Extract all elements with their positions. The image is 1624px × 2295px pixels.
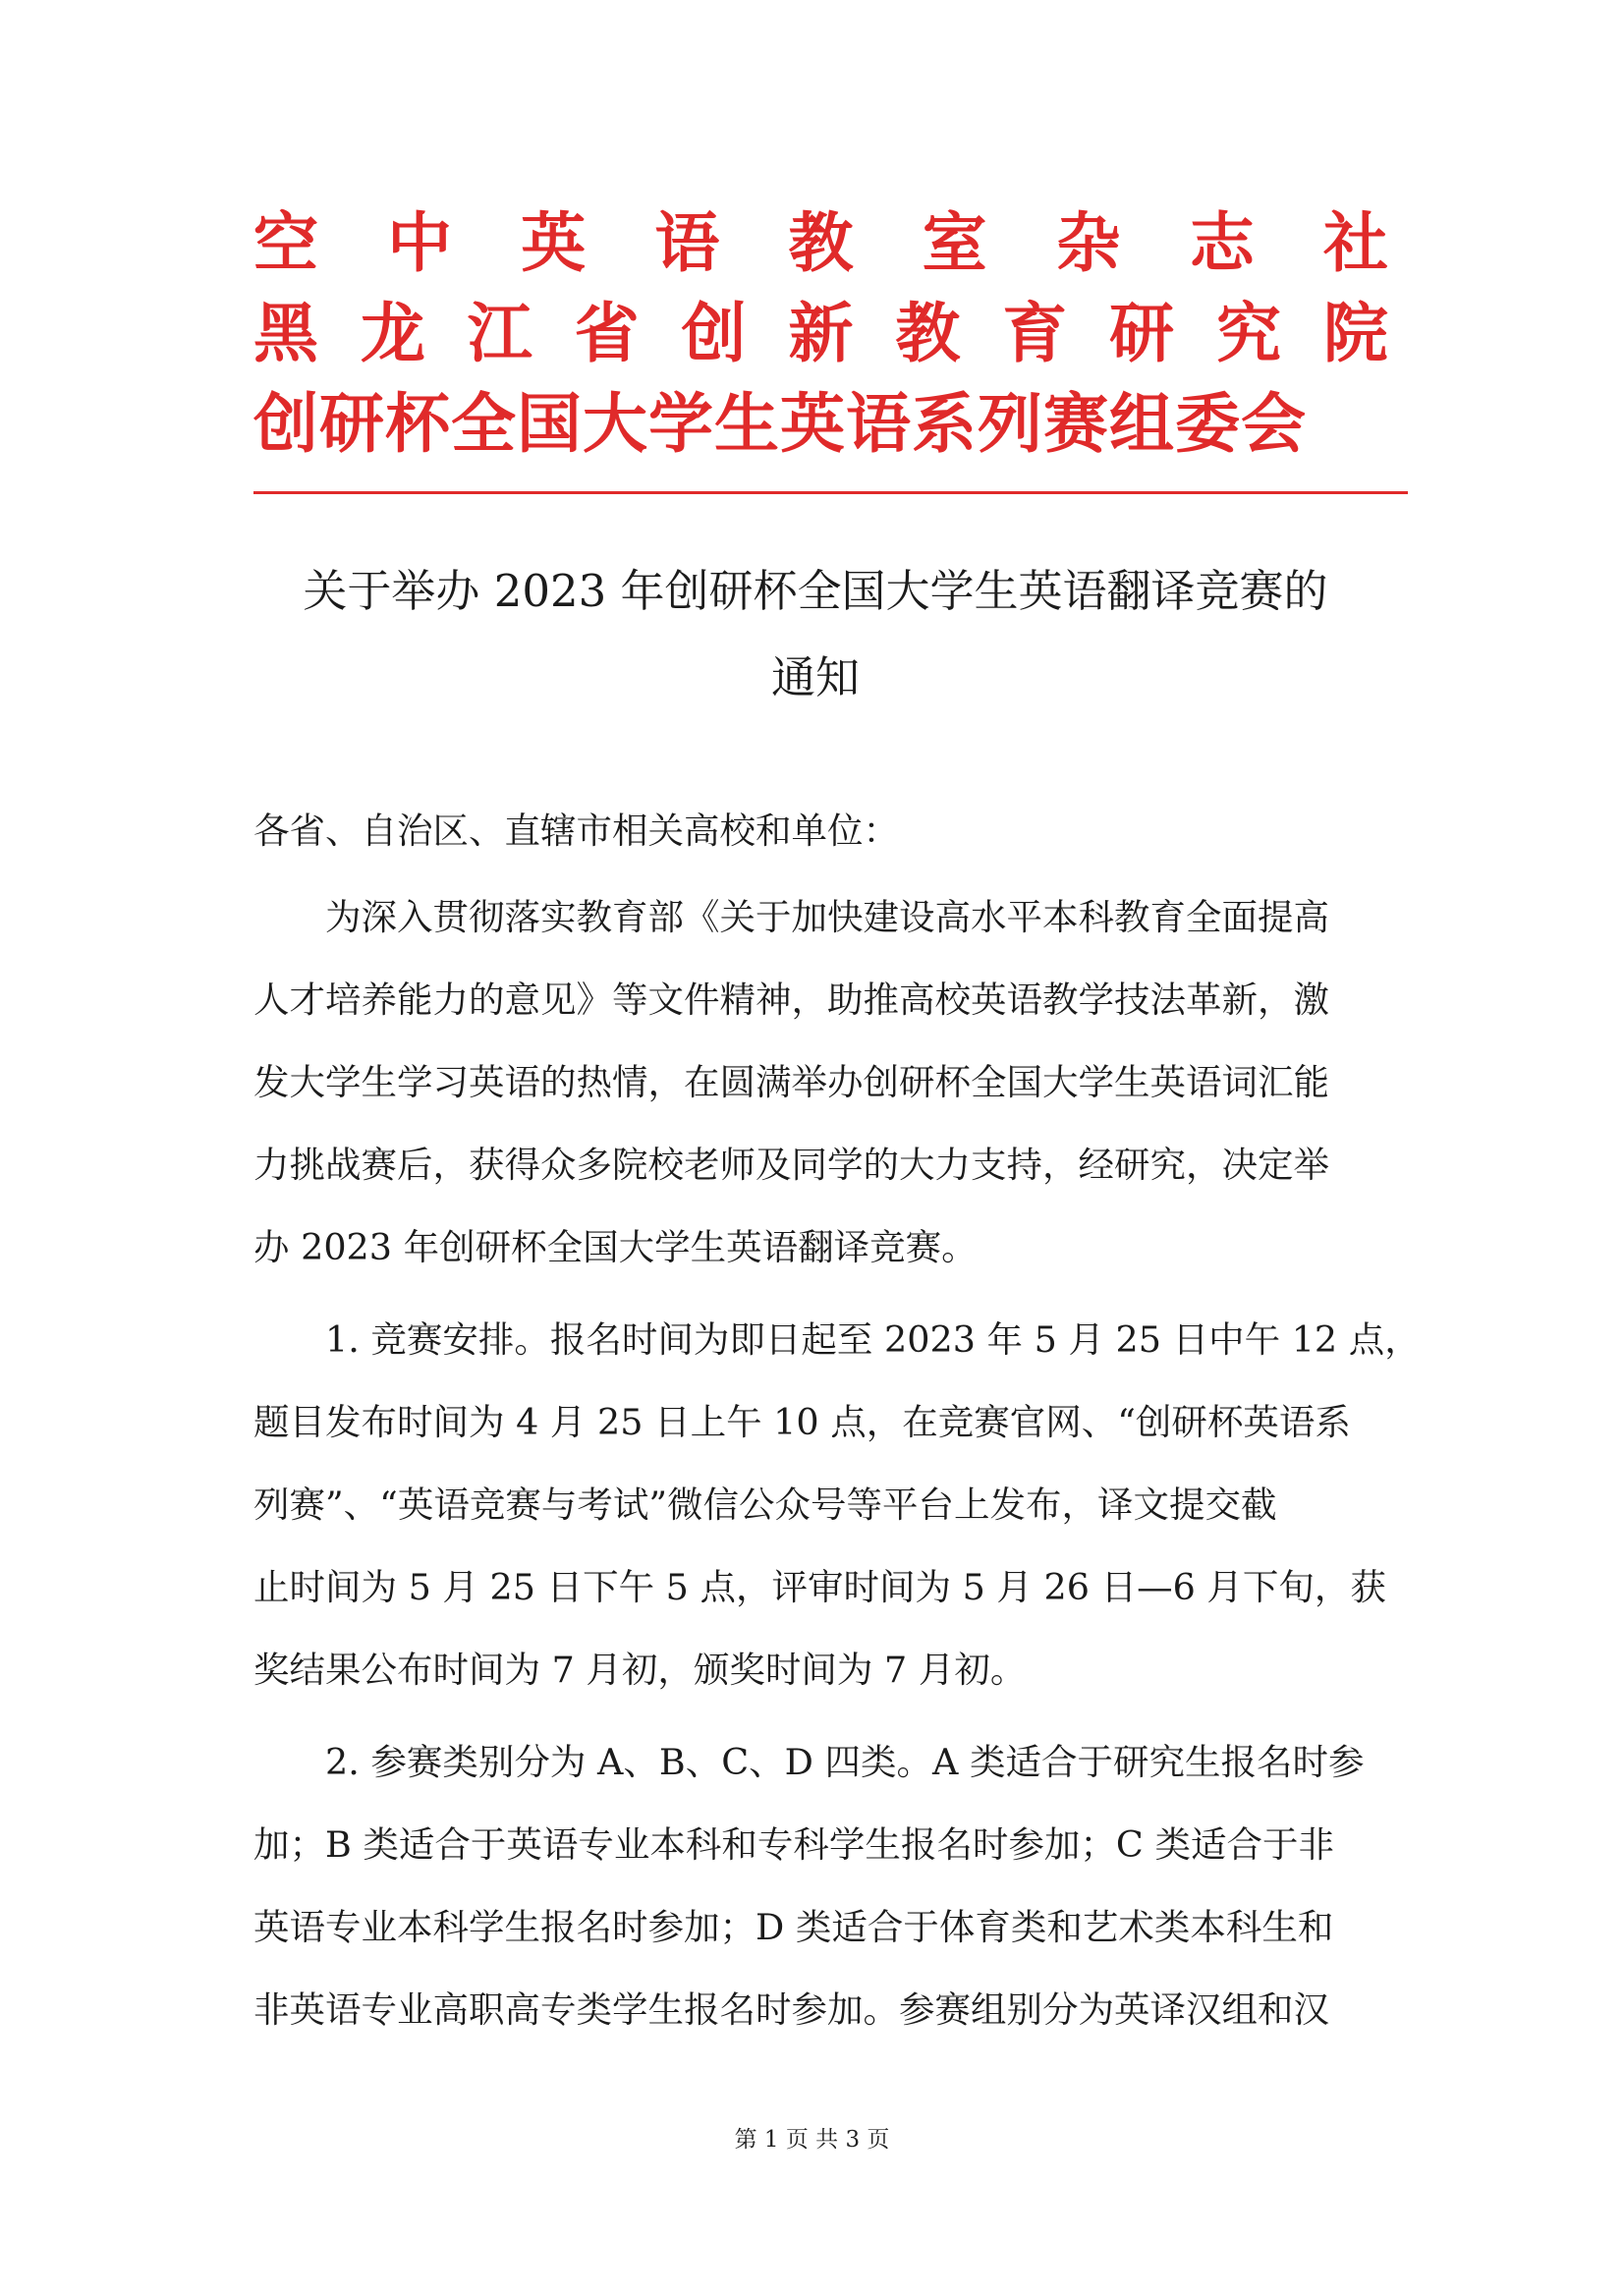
org-name-char: 空 (253, 205, 318, 281)
org-name-char: 院 (1322, 296, 1388, 371)
paragraph-line: 英语专业本科学生报名时参加；D 类适合于体育类和艺术类本科生和 (253, 1906, 1334, 1948)
org-name-line-1 (253, 204, 1388, 283)
paragraph-line: 加；B 类适合于英语专业本科和专科学生报名时参加；C 类适合于非 (253, 1823, 1334, 1866)
red-header-rule (253, 491, 1408, 494)
org-name-char: 新 (788, 296, 854, 371)
org-name-char: 社 (1323, 205, 1388, 281)
paragraph-line: 办 2023 年创研杯全国大学生英语翻译竞赛。 (253, 1226, 978, 1268)
salutation: 各省、自治区、直辖市相关高校和单位： (253, 810, 899, 852)
org-name-char: 教 (788, 205, 854, 281)
org-name-char: 育 (1002, 296, 1068, 371)
org-name-line-2 (253, 295, 1388, 373)
paragraph-line: 非英语专业高职高专类学生报名时参加。参赛组别分为英译汉组和汉 (253, 1988, 1329, 2031)
paragraph-line: 1. 竞赛安排。报名时间为即日起至 2023 年 5 月 25 日中午 12 点， (325, 1318, 1421, 1361)
org-name-char: 研 (1109, 296, 1175, 371)
paragraph-line: 题目发布时间为 4 月 25 日上午 10 点，在竞赛官网、“创研杯英语系 (253, 1401, 1351, 1443)
paragraph-line: 2. 参赛类别分为 A、B、C、D 四类。A 类适合于研究生报名时参 (325, 1741, 1365, 1783)
org-name-char: 黑 (253, 296, 318, 371)
org-name-char: 龙 (360, 296, 425, 371)
org-name-line-3: 创研杯全国大学生英语系列赛组委会 (253, 386, 1307, 462)
org-name-char: 中 (387, 205, 453, 281)
org-name-char: 教 (895, 296, 961, 371)
paragraph-line: 人才培养能力的意见》等文件精神，助推高校英语教学技法革新，激 (253, 979, 1329, 1021)
document-title-line-1: 关于举办 2023 年创研杯全国大学生英语翻译竞赛的 (303, 565, 1328, 617)
paragraph-line: 止时间为 5 月 25 日下午 5 点，评审时间为 5 月 26 日—6 月下旬，获 (253, 1566, 1386, 1608)
org-name-char: 究 (1216, 296, 1282, 371)
org-name-char: 语 (654, 205, 720, 281)
paragraph-line: 奖结果公布时间为 7 月初，颁奖时间为 7 月初。 (253, 1649, 1027, 1691)
paragraph-line: 发大学生学习英语的热情，在圆满举办创研杯全国大学生英语词汇能 (253, 1061, 1329, 1103)
org-name-char: 英 (521, 205, 587, 281)
document-title-line-2: 通知 (770, 651, 860, 703)
org-name-char: 室 (922, 205, 987, 281)
page-number-footer: 第 1 页 共 3 页 (734, 2127, 890, 2153)
org-name-char: 省 (574, 296, 640, 371)
paragraph-line: 力挑战赛后，获得众多院校老师及同学的大力支持，经研究，决定举 (253, 1144, 1329, 1186)
paragraph-line: 为深入贯彻落实教育部《关于加快建设高水平本科教育全面提高 (325, 896, 1329, 938)
org-name-char: 创 (681, 296, 747, 371)
org-name-char: 杂 (1055, 205, 1121, 281)
org-name-char: 江 (467, 296, 532, 371)
paragraph-line: 列赛”、“英语竞赛与考试”微信公众号等平台上发布，译文提交截 (253, 1483, 1277, 1526)
org-name-char: 志 (1189, 205, 1255, 281)
